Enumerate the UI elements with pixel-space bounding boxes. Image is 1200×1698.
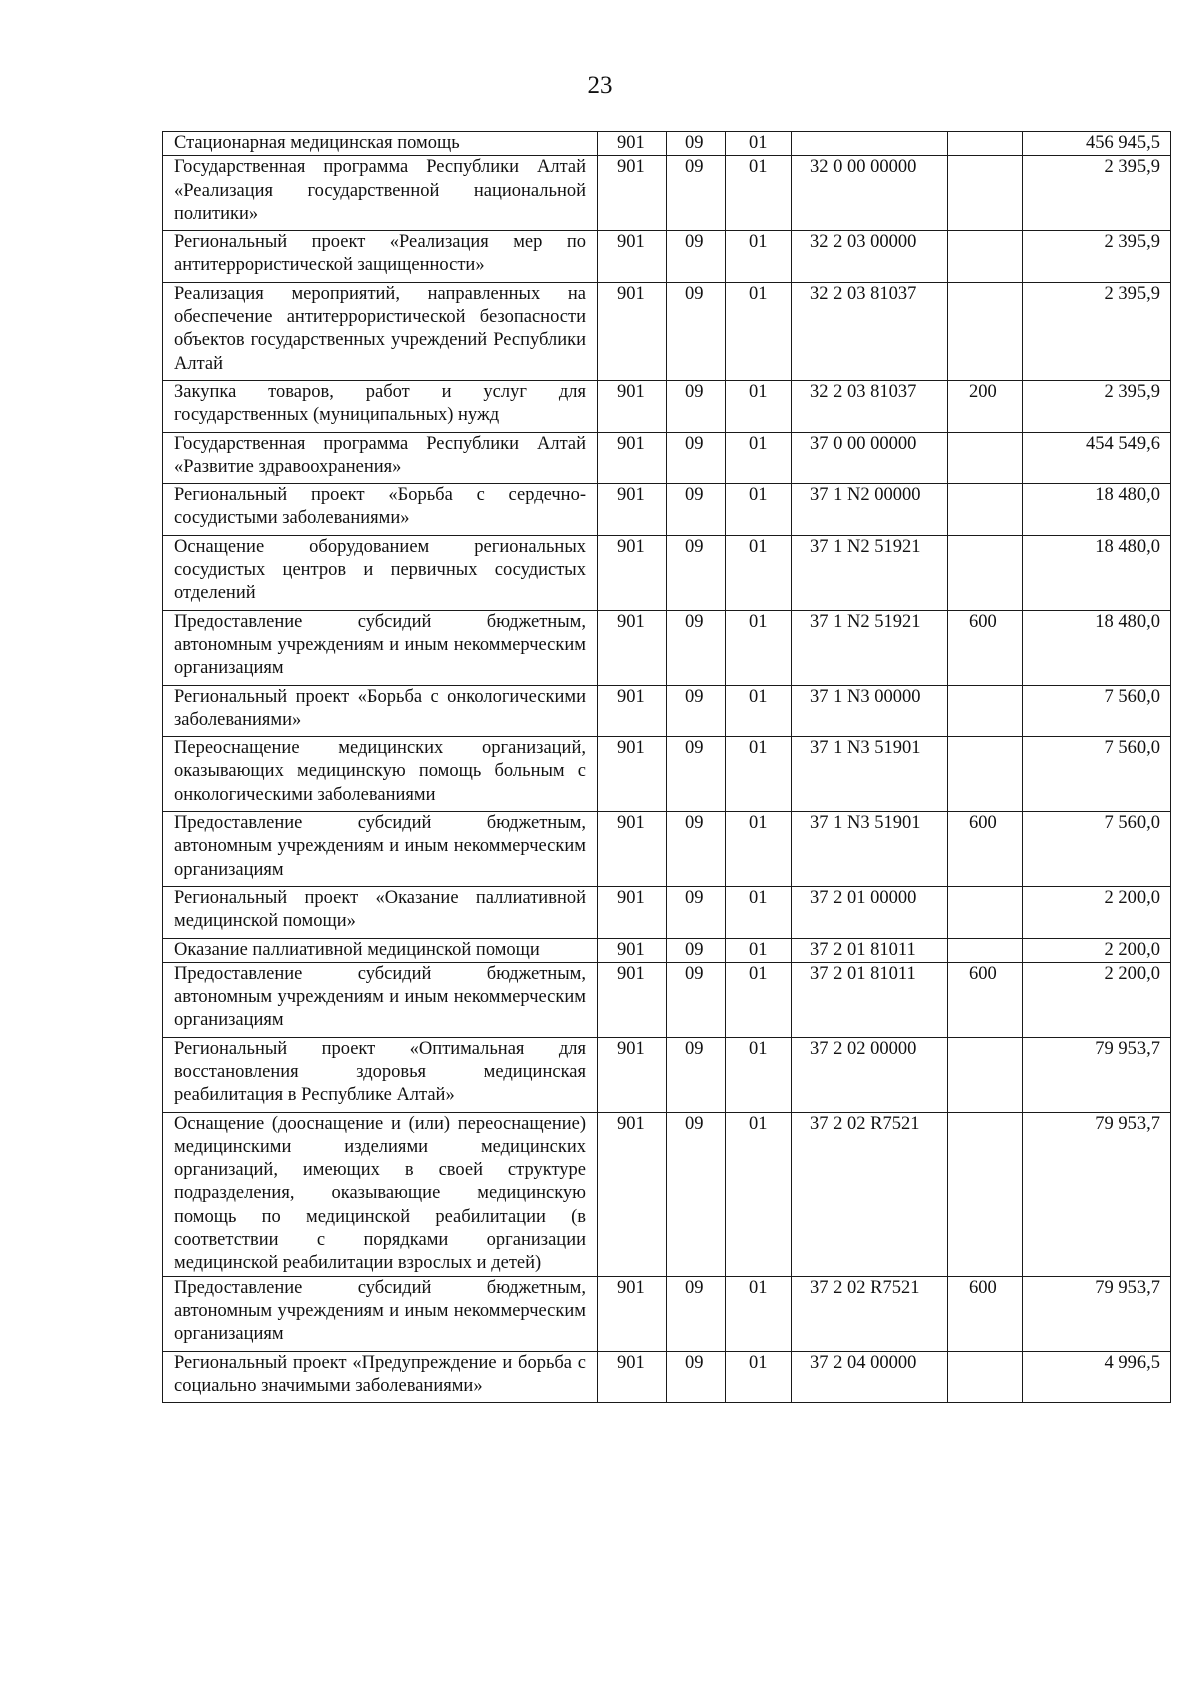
table-row	[163, 962, 1171, 1037]
row-expense-type: 600	[948, 1276, 1023, 1351]
row-amount: 79 953,7	[1023, 1112, 1171, 1276]
row-expense-type	[948, 484, 1023, 536]
row-expense-type	[948, 132, 1023, 156]
row-section-code: 09	[667, 685, 726, 737]
table-row	[163, 1276, 1171, 1351]
row-grbs-code: 901	[598, 962, 667, 1037]
row-amount: 18 480,0	[1023, 610, 1171, 685]
row-target-article: 32 0 00 00000	[792, 156, 948, 231]
row-subsection-code: 01	[726, 380, 792, 432]
row-expense-type	[948, 1351, 1023, 1403]
row-amount: 2 395,9	[1023, 380, 1171, 432]
row-name: Региональный проект «Предупреждение и борьба с социально значимыми заболеваниями»	[163, 1351, 598, 1403]
row-subsection-code: 01	[726, 535, 792, 610]
row-grbs-code: 901	[598, 380, 667, 432]
row-subsection-code: 01	[726, 1276, 792, 1351]
row-grbs-code: 901	[598, 685, 667, 737]
table-row	[163, 1037, 1171, 1112]
row-grbs-code: 901	[598, 1351, 667, 1403]
row-amount: 7 560,0	[1023, 812, 1171, 887]
row-name: Предоставление субсидий бюджетным, автономным учреждениям и иным некоммерческим организациям	[163, 1276, 598, 1351]
row-name: Региональный проект «Реализация мер по антитеррористической защищенности»	[163, 231, 598, 283]
row-section-code: 09	[667, 132, 726, 156]
row-name: Реализация мероприятий, направленных на обеспечение антитеррористической безопасности объектов государственных учреждений Республики Алтай	[163, 282, 598, 380]
row-amount: 7 560,0	[1023, 737, 1171, 812]
row-expense-type: 600	[948, 812, 1023, 887]
row-name: Предоставление субсидий бюджетным, автономным учреждениям и иным некоммерческим организациям	[163, 962, 598, 1037]
row-section-code: 09	[667, 282, 726, 380]
row-expense-type: 600	[948, 962, 1023, 1037]
row-target-article: 37 1 N2 51921	[792, 610, 948, 685]
row-section-code: 09	[667, 156, 726, 231]
row-amount: 79 953,7	[1023, 1037, 1171, 1112]
row-amount: 2 395,9	[1023, 231, 1171, 283]
row-section-code: 09	[667, 938, 726, 962]
row-expense-type	[948, 156, 1023, 231]
row-amount: 4 996,5	[1023, 1351, 1171, 1403]
row-grbs-code: 901	[598, 484, 667, 536]
row-grbs-code: 901	[598, 737, 667, 812]
row-name: Оказание паллиативной медицинской помощи	[163, 938, 598, 962]
row-target-article: 37 2 01 00000	[792, 886, 948, 938]
budget-table	[162, 131, 1171, 1403]
row-expense-type	[948, 432, 1023, 484]
row-amount: 2 395,9	[1023, 282, 1171, 380]
row-subsection-code: 01	[726, 282, 792, 380]
row-target-article: 37 1 N2 00000	[792, 484, 948, 536]
row-section-code: 09	[667, 1037, 726, 1112]
row-amount: 2 200,0	[1023, 962, 1171, 1037]
table-row	[163, 156, 1171, 231]
table-row	[163, 282, 1171, 380]
row-amount: 18 480,0	[1023, 535, 1171, 610]
table-row	[163, 812, 1171, 887]
row-target-article	[792, 132, 948, 156]
row-amount: 454 549,6	[1023, 432, 1171, 484]
table-row	[163, 886, 1171, 938]
row-subsection-code: 01	[726, 132, 792, 156]
row-expense-type: 600	[948, 610, 1023, 685]
row-section-code: 09	[667, 484, 726, 536]
row-amount: 2 200,0	[1023, 886, 1171, 938]
row-grbs-code: 901	[598, 282, 667, 380]
row-section-code: 09	[667, 432, 726, 484]
row-target-article: 37 2 02 00000	[792, 1037, 948, 1112]
row-subsection-code: 01	[726, 610, 792, 685]
row-name: Государственная программа Республики Алтай «Реализация государственной национальной политики»	[163, 156, 598, 231]
row-section-code: 09	[667, 886, 726, 938]
row-subsection-code: 01	[726, 1351, 792, 1403]
row-subsection-code: 01	[726, 737, 792, 812]
row-section-code: 09	[667, 737, 726, 812]
row-expense-type	[948, 1037, 1023, 1112]
row-section-code: 09	[667, 962, 726, 1037]
row-grbs-code: 901	[598, 1037, 667, 1112]
row-name: Оснащение оборудованием региональных сосудистых центров и первичных сосудистых отделений	[163, 535, 598, 610]
row-grbs-code: 901	[598, 432, 667, 484]
row-subsection-code: 01	[726, 231, 792, 283]
row-subsection-code: 01	[726, 484, 792, 536]
row-target-article: 37 1 N3 51901	[792, 812, 948, 887]
row-grbs-code: 901	[598, 535, 667, 610]
row-target-article: 37 2 01 81011	[792, 938, 948, 962]
row-expense-type	[948, 282, 1023, 380]
row-subsection-code: 01	[726, 812, 792, 887]
row-subsection-code: 01	[726, 1037, 792, 1112]
row-expense-type	[948, 231, 1023, 283]
row-grbs-code: 901	[598, 231, 667, 283]
table-row	[163, 1351, 1171, 1403]
row-target-article: 32 2 03 00000	[792, 231, 948, 283]
row-subsection-code: 01	[726, 886, 792, 938]
row-subsection-code: 01	[726, 938, 792, 962]
row-grbs-code: 901	[598, 812, 667, 887]
row-expense-type	[948, 535, 1023, 610]
row-target-article: 37 2 02 R7521	[792, 1276, 948, 1351]
row-grbs-code: 901	[598, 886, 667, 938]
row-grbs-code: 901	[598, 156, 667, 231]
row-grbs-code: 901	[598, 1112, 667, 1276]
row-name: Предоставление субсидий бюджетным, автономным учреждениям и иным некоммерческим организациям	[163, 812, 598, 887]
table-row	[163, 535, 1171, 610]
row-expense-type	[948, 886, 1023, 938]
row-section-code: 09	[667, 1112, 726, 1276]
row-target-article: 37 2 02 R7521	[792, 1112, 948, 1276]
row-amount: 79 953,7	[1023, 1276, 1171, 1351]
row-expense-type	[948, 938, 1023, 962]
row-section-code: 09	[667, 535, 726, 610]
row-name: Переоснащение медицинских организаций, оказывающих медицинскую помощь больным с онкологическими заболеваниями	[163, 737, 598, 812]
row-expense-type	[948, 685, 1023, 737]
table-row	[163, 132, 1171, 156]
row-amount: 2 395,9	[1023, 156, 1171, 231]
row-subsection-code: 01	[726, 1112, 792, 1276]
row-subsection-code: 01	[726, 432, 792, 484]
row-expense-type: 200	[948, 380, 1023, 432]
row-amount: 456 945,5	[1023, 132, 1171, 156]
row-subsection-code: 01	[726, 156, 792, 231]
row-target-article: 37 1 N3 00000	[792, 685, 948, 737]
row-section-code: 09	[667, 610, 726, 685]
row-target-article: 37 2 01 81011	[792, 962, 948, 1037]
row-name: Предоставление субсидий бюджетным, автономным учреждениям и иным некоммерческим организациям	[163, 610, 598, 685]
table-row	[163, 1112, 1171, 1276]
row-target-article: 37 2 04 00000	[792, 1351, 948, 1403]
row-grbs-code: 901	[598, 610, 667, 685]
row-name: Региональный проект «Борьба с онкологическими заболеваниями»	[163, 685, 598, 737]
table-row	[163, 380, 1171, 432]
row-target-article: 37 1 N2 51921	[792, 535, 948, 610]
row-grbs-code: 901	[598, 1276, 667, 1351]
row-grbs-code: 901	[598, 132, 667, 156]
row-section-code: 09	[667, 1351, 726, 1403]
row-subsection-code: 01	[726, 685, 792, 737]
table-row	[163, 737, 1171, 812]
table-row	[163, 610, 1171, 685]
row-target-article: 32 2 03 81037	[792, 282, 948, 380]
table-row	[163, 231, 1171, 283]
row-name: Региональный проект «Борьба с сердечно-сосудистыми заболеваниями»	[163, 484, 598, 536]
row-name: Региональный проект «Оптимальная для восстановления здоровья медицинская реабилитация в Республике Алтай»	[163, 1037, 598, 1112]
row-expense-type	[948, 737, 1023, 812]
row-section-code: 09	[667, 231, 726, 283]
row-name: Региональный проект «Оказание паллиативной медицинской помощи»	[163, 886, 598, 938]
row-subsection-code: 01	[726, 962, 792, 1037]
row-section-code: 09	[667, 812, 726, 887]
row-amount: 18 480,0	[1023, 484, 1171, 536]
row-amount: 2 200,0	[1023, 938, 1171, 962]
table-row	[163, 685, 1171, 737]
row-amount: 7 560,0	[1023, 685, 1171, 737]
row-name: Оснащение (дооснащение и (или) переоснащение) медицинскими изделиями медицинских организаций, имеющих в своей структуре подразделения, оказывающие медицинскую помощь по медицинской реабилитации (в соответствии с порядками организации медицинской реабилитации взрослых и детей)	[163, 1112, 598, 1276]
table-row	[163, 432, 1171, 484]
row-section-code: 09	[667, 1276, 726, 1351]
row-target-article: 37 0 00 00000	[792, 432, 948, 484]
row-name: Государственная программа Республики Алтай «Развитие здравоохранения»	[163, 432, 598, 484]
table-row	[163, 938, 1171, 962]
row-name: Стационарная медицинская помощь	[163, 132, 598, 156]
row-target-article: 32 2 03 81037	[792, 380, 948, 432]
row-name: Закупка товаров, работ и услуг для государственных (муниципальных) нужд	[163, 380, 598, 432]
page-number: 23	[587, 72, 613, 99]
row-grbs-code: 901	[598, 938, 667, 962]
row-section-code: 09	[667, 380, 726, 432]
table-row	[163, 484, 1171, 536]
row-expense-type	[948, 1112, 1023, 1276]
row-target-article: 37 1 N3 51901	[792, 737, 948, 812]
